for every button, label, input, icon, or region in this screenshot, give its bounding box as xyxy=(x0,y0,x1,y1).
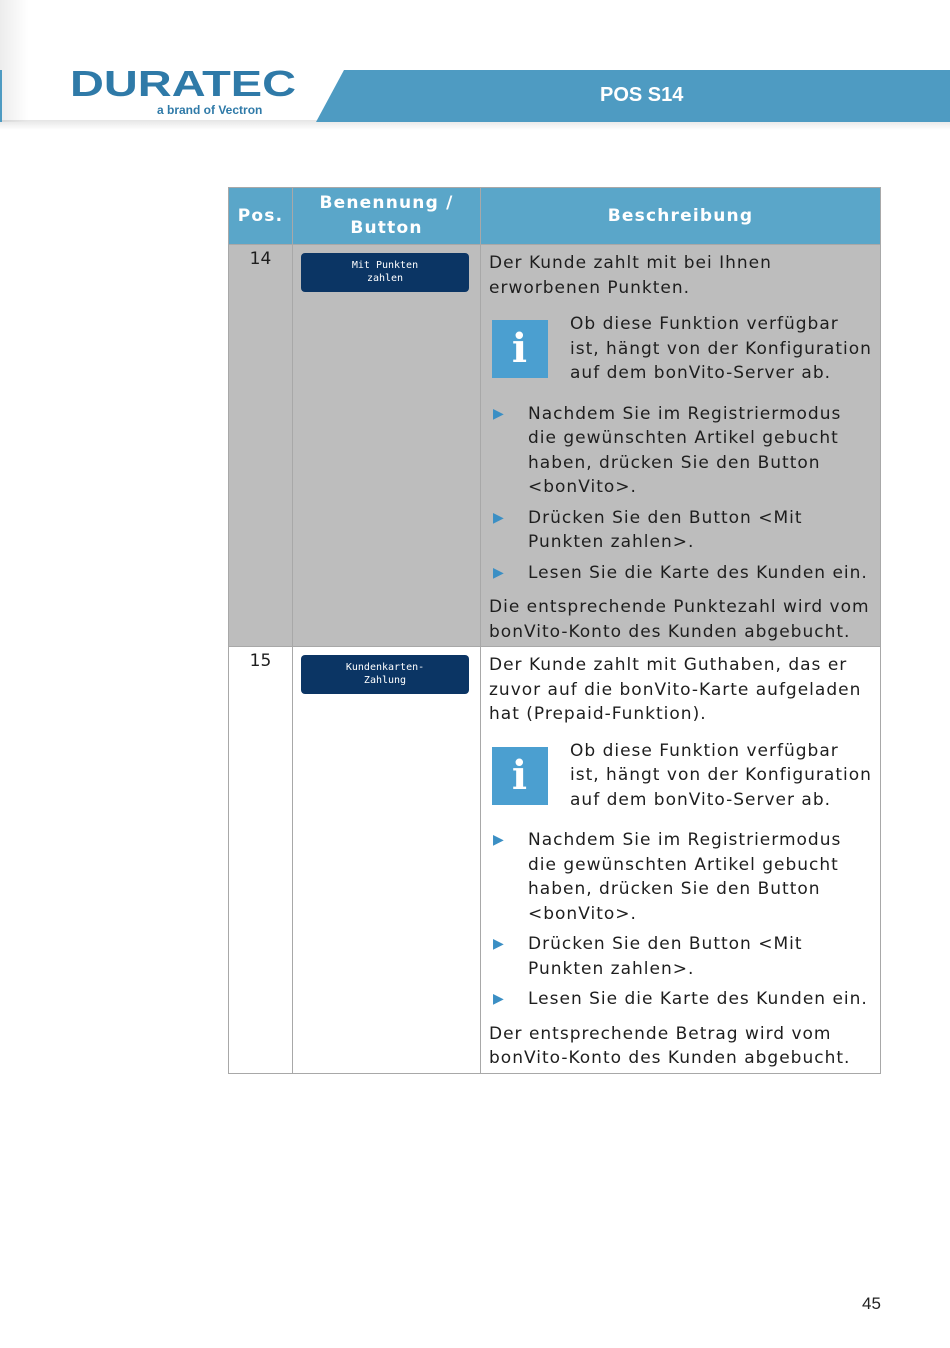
row-description xyxy=(481,245,881,647)
triangle-right-icon: ▶ xyxy=(493,991,505,1007)
description-intro: Der Kunde zahlt mit Guthaben, das er zuvor auf die bonVito-Karte aufgeladen hat (Prepaid-Funktion). xyxy=(489,655,862,724)
page-number: 45 xyxy=(862,1294,881,1313)
description-outro: Der entsprechende Betrag wird vom bonVito-Konto des Kunden abgebucht. xyxy=(489,1023,851,1068)
brand-tagline: a brand of Vectron xyxy=(157,103,263,117)
svg-text:DURATEC: DURATEC xyxy=(70,66,296,104)
table-header-row xyxy=(229,188,881,245)
step-text: Drücken Sie den Button <Mit Punkten zahlen>. xyxy=(528,507,803,552)
info-note-text: Ob diese Funktion verfügbar ist, hängt von der Konfiguration auf dem bonVito-Server ab. xyxy=(570,740,872,810)
description-outro: Die entsprechende Punktezahl wird vom bonVito-Konto des Kunden abgebucht. xyxy=(489,597,870,642)
triangle-right-icon: ▶ xyxy=(493,405,505,422)
info-note xyxy=(489,312,872,386)
table-row xyxy=(229,245,881,647)
function-table xyxy=(228,187,881,1074)
list-item xyxy=(489,506,872,555)
column-header-button: Benennung / Button xyxy=(293,188,481,245)
description-intro: Der Kunde zahlt mit bei Ihnen erworbenen Punkten. xyxy=(489,253,772,298)
list-item xyxy=(489,561,872,586)
info-note-text: Ob diese Funktion verfügbar ist, hängt von der Konfiguration auf dem bonVito-Server ab. xyxy=(570,314,872,383)
button-label: Mit Punkten zahlen xyxy=(351,260,419,284)
column-header-description: Beschreibung xyxy=(481,188,881,245)
list-item xyxy=(489,402,872,500)
info-note xyxy=(489,739,872,813)
info-icon: i xyxy=(492,320,548,378)
step-text: Nachdem Sie im Registriermodus die gewünschten Artikel gebucht haben, drücken Sie den Button <bonVito>. xyxy=(528,830,842,924)
step-text: Lesen Sie die Karte des Kunden ein. xyxy=(528,562,868,583)
mit-punkten-zahlen-button xyxy=(301,253,469,292)
triangle-right-icon: ▶ xyxy=(493,509,505,526)
triangle-right-icon: ▶ xyxy=(493,936,505,952)
step-text: Drücken Sie den Button <Mit Punkten zahlen>. xyxy=(528,934,803,979)
page-header xyxy=(0,0,950,130)
document-title: POS S14 xyxy=(600,84,684,106)
row-description xyxy=(481,647,881,1074)
header-left-rule xyxy=(0,70,2,122)
list-item xyxy=(489,828,872,926)
row-button-cell xyxy=(293,647,481,1074)
kundenkarten-zahlung-button xyxy=(301,655,469,694)
step-list xyxy=(489,828,872,1012)
list-item xyxy=(489,932,872,981)
step-list xyxy=(489,402,872,586)
triangle-right-icon: ▶ xyxy=(493,564,505,581)
list-item xyxy=(489,987,872,1012)
step-text: Lesen Sie die Karte des Kunden ein. xyxy=(528,989,868,1009)
row-button-cell xyxy=(293,245,481,647)
column-header-pos: Pos. xyxy=(229,188,293,245)
triangle-right-icon: ▶ xyxy=(493,832,505,848)
row-position: 15 xyxy=(229,647,293,1074)
row-position: 14 xyxy=(229,245,293,647)
step-text: Nachdem Sie im Registriermodus die gewünschten Artikel gebucht haben, drücken Sie den Button <bonVito>. xyxy=(528,403,842,497)
info-icon: i xyxy=(492,747,548,805)
table-row xyxy=(229,647,881,1074)
button-label: Kundenkarten- Zahlung xyxy=(345,662,425,686)
